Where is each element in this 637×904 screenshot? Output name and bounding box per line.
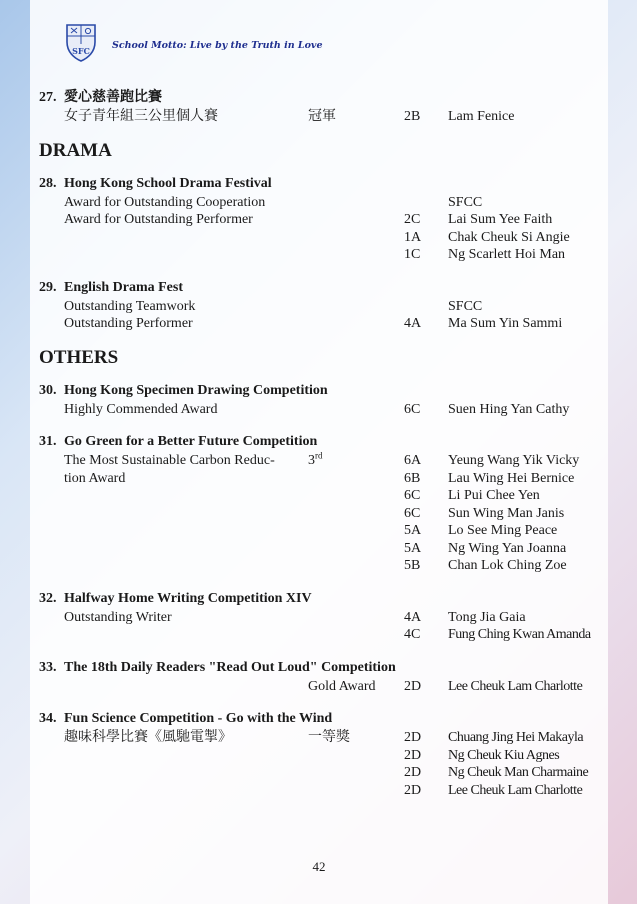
student-name: Lo See Ming Peace xyxy=(448,523,558,538)
student-name: Lee Cheuk Lam Charlotte xyxy=(448,678,583,694)
result-row xyxy=(30,229,608,247)
student-class: 2D xyxy=(404,730,422,745)
result-row xyxy=(30,452,608,470)
student-name: Lau Wing Hei Bernice xyxy=(448,470,575,486)
student-name: Ng Cheuk Man Charmaine xyxy=(448,765,589,780)
result-row xyxy=(30,108,608,126)
page-number: 42 xyxy=(312,859,326,874)
award-name: Award for Outstanding Cooperation xyxy=(64,194,266,210)
item-title: Go Green for a Better Future Competition xyxy=(64,434,318,449)
result-row xyxy=(30,401,608,419)
result-row xyxy=(30,211,608,229)
award-item-27 xyxy=(30,88,608,126)
item-title: Fun Science Competition - Go with the Wind xyxy=(64,711,333,726)
student-name: SFCC xyxy=(448,194,483,210)
result-row xyxy=(30,678,608,696)
student-class: 2D xyxy=(404,765,422,780)
student-class: 1A xyxy=(404,229,422,245)
student-class: 5B xyxy=(404,558,421,573)
result-row xyxy=(30,540,608,558)
award-name: The Most Sustainable Carbon Reduc- xyxy=(64,453,275,468)
student-name: Fung Ching Kwan Amanda xyxy=(448,627,591,642)
award-name: Highly Commended Award xyxy=(64,401,218,417)
school-crest-icon xyxy=(64,22,98,62)
rank-number: 3 xyxy=(308,453,315,468)
student-name: Yeung Wang Yik Vicky xyxy=(448,453,580,468)
student-class: 2C xyxy=(404,212,421,227)
result-row xyxy=(30,298,608,316)
student-name: Suen Hing Yan Cathy xyxy=(448,401,570,417)
student-class: 6C xyxy=(404,401,421,417)
result-row xyxy=(30,505,608,523)
award-name: tion Award xyxy=(64,470,126,486)
student-name: Tong Jia Gaia xyxy=(448,609,526,625)
award-item-33 xyxy=(30,658,608,696)
result-row xyxy=(30,729,608,747)
item-number: 27. xyxy=(39,90,57,105)
student-name: Ng Scarlett Hoi Man xyxy=(448,247,566,262)
award-item-29 xyxy=(30,278,608,333)
student-class: 6C xyxy=(404,505,421,521)
award-name: 女子青年組三公里個人賽 xyxy=(64,109,218,124)
student-class: 2D xyxy=(404,747,422,763)
result-row xyxy=(30,609,608,627)
award-item-31 xyxy=(30,432,608,575)
student-class: 4A xyxy=(404,609,422,625)
result-row xyxy=(30,557,608,575)
result-row xyxy=(30,522,608,540)
student-name: Lam Fenice xyxy=(448,109,515,124)
section-title-drama: DRAMA xyxy=(39,139,112,161)
item-title: Halfway Home Writing Competition XIV xyxy=(64,590,312,606)
rank-suffix: rd xyxy=(315,450,323,461)
student-name: Chuang Jing Hei Makayla xyxy=(448,730,584,745)
award-item-34 xyxy=(30,709,608,799)
award-rank xyxy=(308,452,323,470)
item-number: 34. xyxy=(39,711,57,726)
item-number: 30. xyxy=(39,382,57,398)
student-name: Ma Sum Yin Sammi xyxy=(448,316,563,331)
item-title: 愛心慈善跑比賽 xyxy=(64,90,162,105)
award-name: Outstanding Performer xyxy=(64,316,193,331)
item-number: 31. xyxy=(39,434,57,449)
award-item-30 xyxy=(30,381,608,419)
award-rank: 冠軍 xyxy=(308,109,336,124)
student-class: 6C xyxy=(404,488,421,503)
award-rank: Gold Award xyxy=(308,678,376,694)
result-row xyxy=(30,626,608,644)
award-item-28 xyxy=(30,174,608,264)
result-row xyxy=(30,194,608,212)
item-title: The 18th Daily Readers "Read Out Loud" Competition xyxy=(64,659,396,675)
student-name: Lee Cheuk Lam Charlotte xyxy=(448,782,583,798)
school-motto: School Motto: Live by the Truth in Love xyxy=(112,40,323,51)
student-class: 4C xyxy=(404,627,421,642)
student-name: Ng Cheuk Kiu Agnes xyxy=(448,747,560,763)
student-name: Chan Lok Ching Zoe xyxy=(448,558,567,573)
header xyxy=(64,22,464,66)
item-number: 32. xyxy=(39,590,57,606)
student-class: 5A xyxy=(404,540,422,556)
item-number: 28. xyxy=(39,175,57,191)
item-title: English Drama Fest xyxy=(64,279,183,295)
result-row xyxy=(30,747,608,765)
awards-list xyxy=(30,88,608,813)
award-rank: 一等獎 xyxy=(308,730,350,745)
item-number: 29. xyxy=(39,279,57,295)
student-name: Lai Sum Yee Faith xyxy=(448,212,553,227)
award-name: Outstanding Writer xyxy=(64,609,172,625)
student-class: 6B xyxy=(404,470,421,486)
student-class: 4A xyxy=(404,316,422,331)
section-title-others: OTHERS xyxy=(39,346,119,368)
result-row xyxy=(30,487,608,505)
award-name: Outstanding Teamwork xyxy=(64,298,196,314)
result-row xyxy=(30,782,608,800)
student-name: Li Pui Chee Yen xyxy=(448,488,540,503)
award-name: Award for Outstanding Performer xyxy=(64,212,253,227)
student-class: 2D xyxy=(404,678,422,694)
award-name: 趣味科學比賽《風馳電掣》 xyxy=(64,730,232,745)
crest-letters: SFC xyxy=(72,46,90,56)
item-title: Hong Kong School Drama Festival xyxy=(64,175,272,191)
student-name: Chak Cheuk Si Angie xyxy=(448,229,570,245)
student-name: Sun Wing Man Janis xyxy=(448,505,565,521)
student-class: 6A xyxy=(404,453,422,468)
student-class: 2B xyxy=(404,109,421,124)
item-title: Hong Kong Specimen Drawing Competition xyxy=(64,382,328,398)
student-name: Ng Wing Yan Joanna xyxy=(448,540,567,556)
page xyxy=(30,0,608,904)
award-item-32 xyxy=(30,589,608,644)
item-number: 33. xyxy=(39,659,57,675)
result-row xyxy=(30,246,608,264)
result-row xyxy=(30,470,608,488)
student-class: 2D xyxy=(404,782,422,798)
result-row xyxy=(30,764,608,782)
student-class: 5A xyxy=(404,523,422,538)
result-row xyxy=(30,315,608,333)
student-name: SFCC xyxy=(448,298,483,314)
student-class: 1C xyxy=(404,247,421,262)
